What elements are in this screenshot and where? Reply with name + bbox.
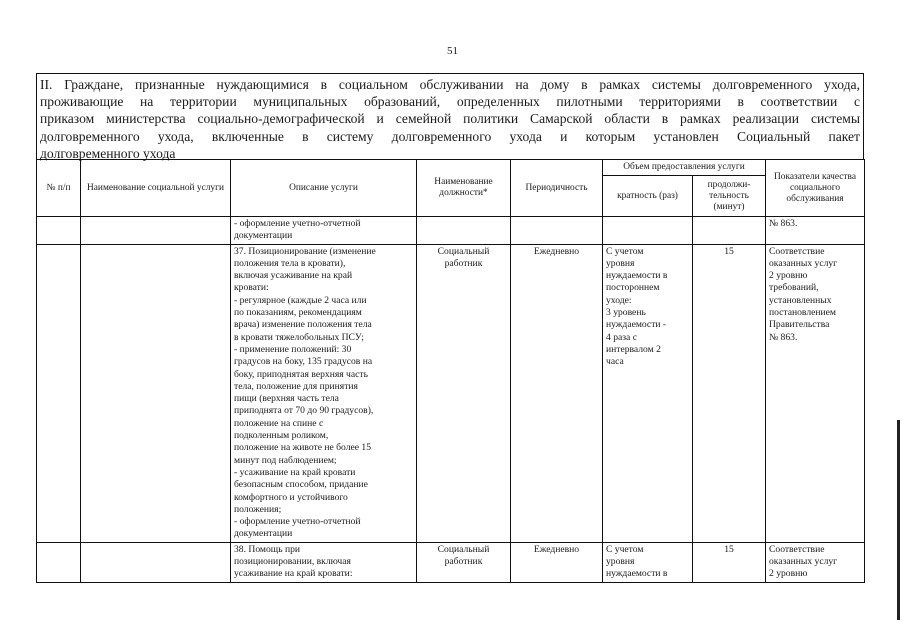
section-heading [36, 73, 864, 159]
cell-position: Социальный работник [417, 542, 511, 582]
scan-edge-mark [897, 420, 900, 620]
cell-num [37, 244, 81, 542]
cell-service-name [81, 217, 231, 245]
cell-service-name [81, 542, 231, 582]
header-service-name: Наименование социальной услуги [81, 160, 231, 217]
table-row [37, 217, 865, 245]
header-duration: продолжи-тельность (минут) [693, 176, 766, 217]
cell-service-name [81, 244, 231, 542]
cell-description: 38. Помощь при позиционировании, включая усаживание на край кровати: [231, 542, 417, 582]
cell-duration: 15 [693, 542, 766, 582]
cell-periodicity: Ежедневно [511, 244, 603, 542]
cell-multiplicity [603, 217, 693, 245]
heading-line: II. Граждане, признанные нуждающимися в социальном обслуживании на дому в рамках системы долговременного ухода, [40, 77, 860, 92]
cell-periodicity [511, 217, 603, 245]
heading-line: долговременного ухода, включенные в систему долговременного ухода и которым установлен Социальный пакет [40, 128, 860, 144]
header-quality: Показатели качества социального обслуживания [766, 160, 865, 217]
header-num: № п/п [37, 160, 81, 217]
heading-line: проживающие на территории муниципальных образований, определенных пилотными территориями в соответствии с [40, 94, 860, 110]
cell-num [37, 217, 81, 245]
cell-num [37, 542, 81, 582]
heading-line: приказом министерства социально-демографической и семейной политики Самарской области в рамках реализации системы [40, 111, 860, 127]
header-description: Описание услуги [231, 160, 417, 217]
cell-quality: Соответствие оказанных услуг 2 уровню [766, 542, 865, 582]
cell-position [417, 217, 511, 245]
cell-multiplicity: С учетом уровня нуждаемости в [603, 542, 693, 582]
page-number: 51 [447, 45, 458, 57]
cell-quality: № 863. [766, 217, 865, 245]
cell-periodicity: Ежедневно [511, 542, 603, 582]
heading-line: долговременного ухода [40, 145, 176, 161]
header-position: Наименование должности* [417, 160, 511, 217]
header-row [37, 160, 865, 176]
cell-description: 37. Позиционирование (изменение положения тела в кровати), включая усаживание на край кровати: - регулярное (каждые 2 часа или по показаниям, рекомендациям врача) изменение положения тела в кровати тяжелобольных ПСУ; - применение положений: 30 градусов на боку, 135 градусов на боку, приподнятая верхняя часть тела, положение для принятия пищи (верхняя часть тела приподнята от 70 до 90 градусов), положение на спине с подколенным роликом, положение на животе не более 15 минут под наблюдением; - усаживание на край кровати безопасным способом, придание комфортного и устойчивого положения; - оформление учетно-отчетной документации [231, 244, 417, 542]
cell-duration: 15 [693, 244, 766, 542]
table-row [37, 244, 865, 542]
cell-description: - оформление учетно-отчетной документации [231, 217, 417, 245]
header-multiplicity: кратность (раз) [603, 176, 693, 217]
services-table [36, 159, 865, 583]
cell-multiplicity: С учетом уровня нуждаемости в постороннем уходе: 3 уровень нуждаемости - 4 раза с интервалом 2 часа [603, 244, 693, 542]
cell-quality: Соответствие оказанных услуг 2 уровню требований, установленных постановлением Правительства № 863. [766, 244, 865, 542]
table-row [37, 542, 865, 582]
cell-position: Социальный работник [417, 244, 511, 542]
cell-duration [693, 217, 766, 245]
header-volume: Объем предоставления услуги [603, 160, 766, 176]
header-periodicity: Периодичность [511, 160, 603, 217]
